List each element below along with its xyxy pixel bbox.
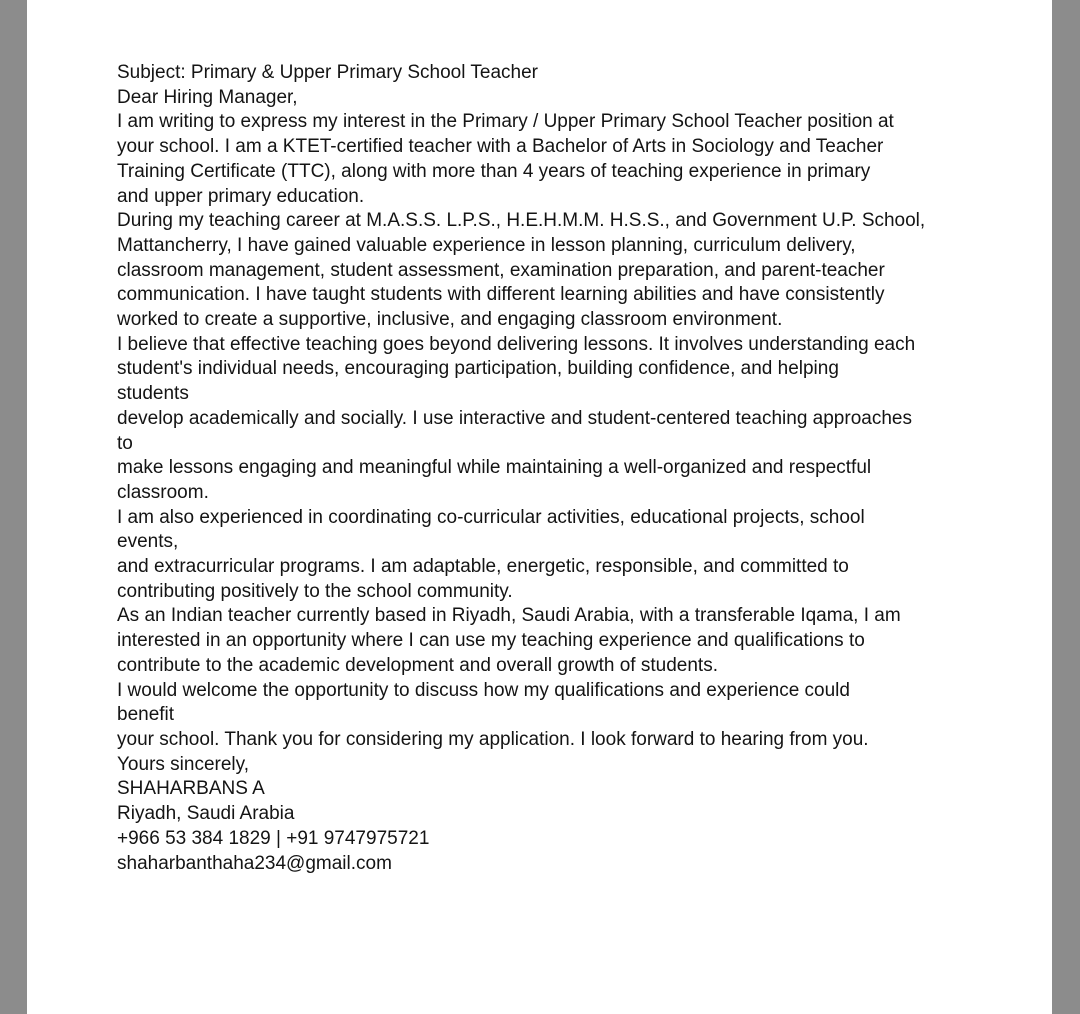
body-line: I am also experienced in coordinating co-curricular activities, educational projects, school <box>117 506 865 528</box>
cover-letter-text <box>117 61 967 876</box>
document-page <box>27 0 1052 1014</box>
signature-location: Riyadh, Saudi Arabia <box>117 803 295 825</box>
body-line: to <box>117 432 133 454</box>
body-line: I believe that effective teaching goes beyond delivering lessons. It involves understanding each <box>117 333 916 355</box>
body-line: make lessons engaging and meaningful while maintaining a well-organized and respectful <box>117 457 872 479</box>
body-line: your school. I am a KTET-certified teacher with a Bachelor of Arts in Sociology and Teacher <box>117 136 884 158</box>
body-line: I would welcome the opportunity to discuss how my qualifications and experience could <box>117 679 850 701</box>
body-line: and extracurricular programs. I am adaptable, energetic, responsible, and committed to <box>117 556 849 578</box>
body-line: benefit <box>117 704 175 726</box>
body-line: Mattancherry, I have gained valuable experience in lesson planning, curriculum delivery, <box>117 234 856 256</box>
signature-email: shaharbanthaha234@gmail.com <box>117 852 392 874</box>
signature-phone: +966 53 384 1829 | +91 9747975721 <box>117 827 430 849</box>
body-line: your school. Thank you for considering my application. I look forward to hearing from you. <box>117 728 869 750</box>
body-line: communication. I have taught students with different learning abilities and have consistently <box>117 284 885 306</box>
body-line: events, <box>117 531 179 553</box>
body-line: classroom. <box>117 481 209 503</box>
subject-line: Subject: Primary & Upper Primary School Teacher <box>117 62 538 83</box>
body-line: worked to create a supportive, inclusive, and engaging classroom environment. <box>117 309 783 331</box>
body-line: As an Indian teacher currently based in Riyadh, Saudi Arabia, with a transferable Iqama, I am <box>117 605 901 627</box>
body-line: contribute to the academic development and overall growth of students. <box>117 654 718 676</box>
body-line: Training Certificate (TTC), along with more than 4 years of teaching experience in primary <box>117 160 871 182</box>
body-line: students <box>117 383 189 405</box>
closing: Yours sincerely, <box>117 753 250 775</box>
body-line: contributing positively to the school community. <box>117 580 513 602</box>
body-line: student's individual needs, encouraging participation, building confidence, and helping <box>117 358 839 380</box>
salutation: Dear Hiring Manager, <box>117 86 298 108</box>
body-line: I am writing to express my interest in the Primary / Upper Primary School Teacher position at <box>117 111 894 133</box>
body-line: develop academically and socially. I use interactive and student-centered teaching approaches <box>117 407 912 429</box>
signature-name: SHAHARBANS A <box>117 778 265 800</box>
body-line: During my teaching career at M.A.S.S. L.P.S., H.E.H.M.M. H.S.S., and Government U.P. School, <box>117 210 926 232</box>
body-line: and upper primary education. <box>117 185 365 207</box>
body-line: classroom management, student assessment, examination preparation, and parent-teacher <box>117 259 885 281</box>
body-line: interested in an opportunity where I can use my teaching experience and qualifications to <box>117 630 865 652</box>
